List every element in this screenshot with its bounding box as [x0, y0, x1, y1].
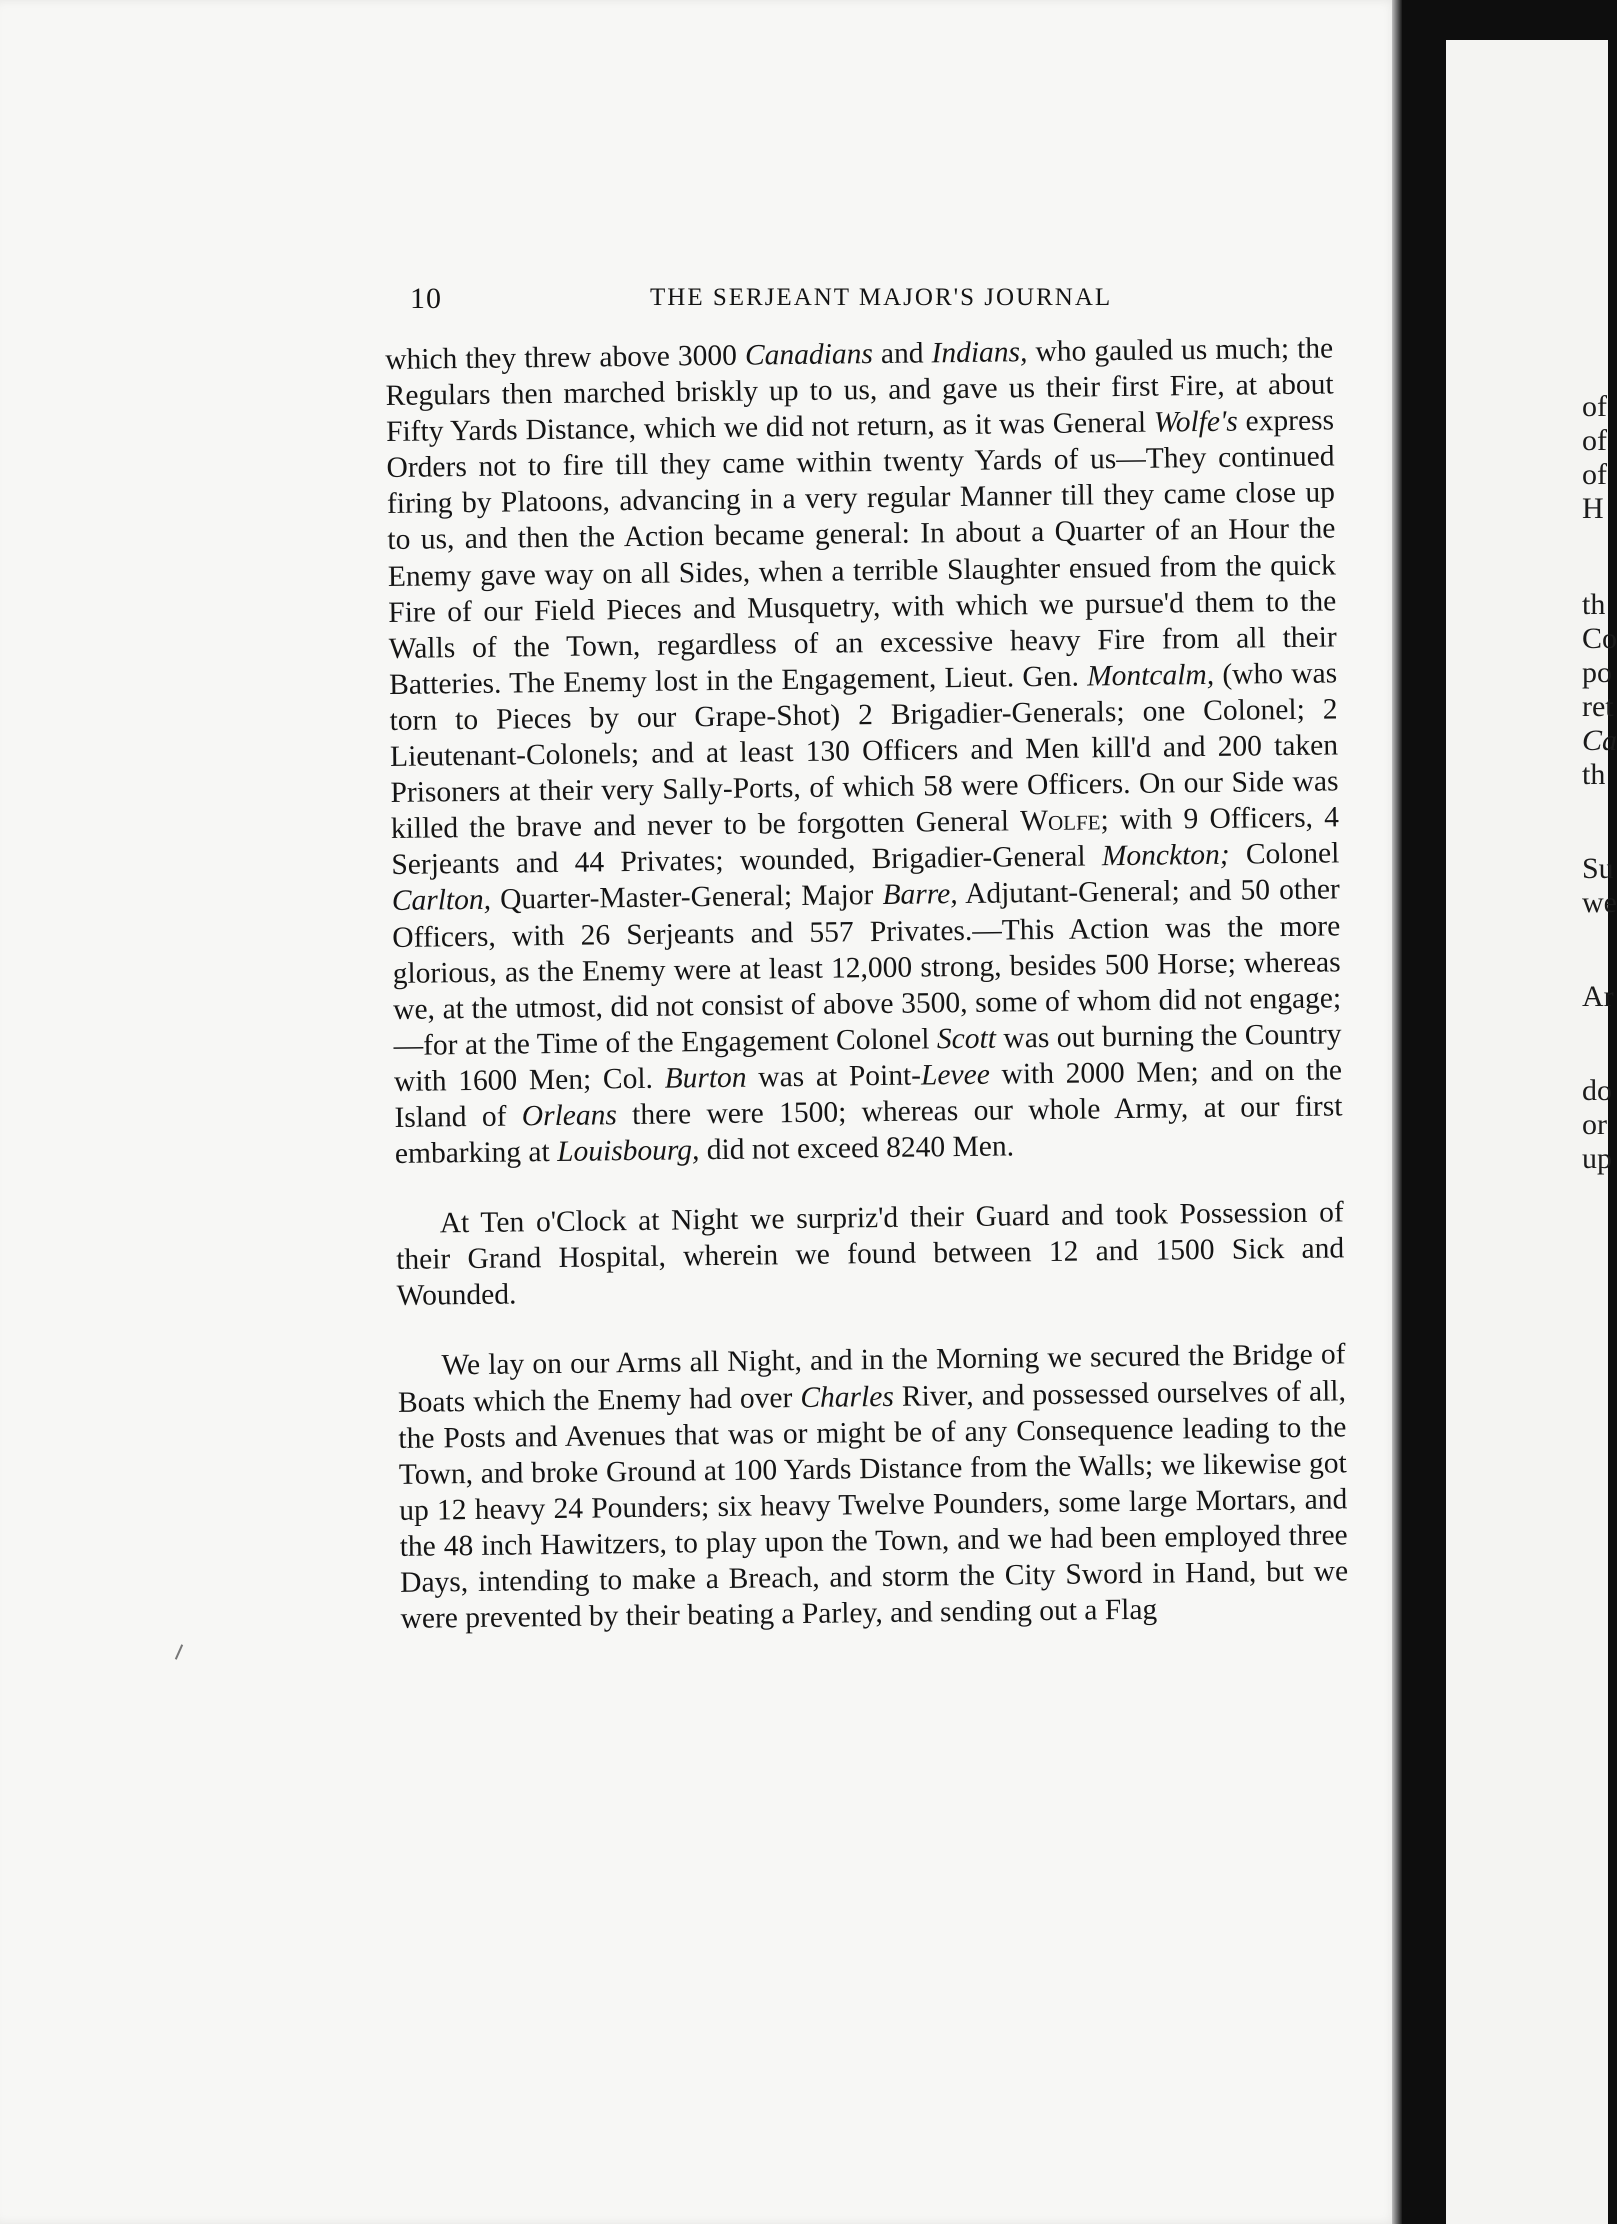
text-run: ; with 9 Officers, 4 Serjeants and 44 Privates; wounded, Brigadier-General — [391, 801, 1340, 882]
stray-ink-mark — [175, 1644, 183, 1659]
facing-line: of — [1582, 424, 1607, 457]
facing-line: of — [1582, 390, 1607, 423]
facing-line: do — [1582, 1074, 1612, 1107]
facing-line: Co — [1582, 622, 1617, 655]
text-run: Quarter-Master-General; Major — [490, 879, 883, 917]
facing-line: po — [1582, 656, 1612, 689]
italic-run: Orleans — [521, 1099, 618, 1133]
text-run: (who was torn to Pieces by our Grape-Shot) 2 Brigadier-Generals; one Colonel; 2 Lieutenant-Colonels; and at least 130 Officers and Men kill'd and 200 taken Prisoners at their very Sally-Ports, of which 58 were Officers. On our Side was killed the brave and never to be forgotten General — [389, 657, 1339, 846]
paragraph-1 — [385, 330, 1343, 1172]
italic-run: Barre, — [882, 878, 958, 912]
text-run: Adjutant-General; and 50 other Officers, with 26 Serjeants and 557 Privates.—This Action was the more glorious, as the Enemy were at least 12,000 strong, besides 500 Horse; whereas we, at the utmost, did not consist of above 3500, some of whom did not engage;—for at the Time of the Engagement Colonel — [392, 873, 1342, 1062]
gutter-shadow — [1392, 0, 1402, 2224]
text-run: who gauled us much; the Regulars then marched briskly up to us, and gave us their first Fire, at about Fifty Yards Distance, which we did not return, as it was General — [385, 332, 1334, 449]
facing-page-edge — [1446, 40, 1617, 2224]
text-run: was out burning the Country with 1600 Men; Col. — [393, 1018, 1342, 1098]
text-run: did not exceed 8240 Men. — [699, 1130, 1015, 1167]
text-run: River, and possessed ourselves of all, the Posts and Avenues that was or might be of any Consequence leading to the Town, and broke Ground at 100 Yards Distance from the Walls; we likewise got up 12 heavy 24 Pounders; six heavy Twelve Pounders, some large Mortars, and the 48 inch Hawitzers, to play upon the Town, and we had been employed three Days, intending to make a Breach, and storm the City Sword in Hand, but we were prevented by their beating a Parley, and sending out a Flag — [398, 1374, 1349, 1635]
text-run: Colonel — [1229, 837, 1340, 872]
body-text — [385, 330, 1349, 1637]
paragraph-2 — [396, 1195, 1345, 1315]
italic-run: Wolfe's — [1153, 405, 1238, 439]
facing-line: Ar — [1582, 980, 1614, 1013]
text-run: At Ten o'Clock at Night we surpriz'd their Guard and took Possession of their Grand Hospital, wherein we found between 12 and 1500 Sick and Wounded. — [396, 1196, 1345, 1313]
italic-run: Canadians — [744, 338, 874, 372]
facing-line: H — [1582, 492, 1604, 525]
facing-line: or — [1582, 1108, 1607, 1141]
text-run: and — [872, 337, 932, 371]
italic-run: Monckton; — [1101, 839, 1230, 873]
text-run: which they threw above 3000 — [385, 339, 746, 376]
italic-run: Indians, — [931, 336, 1028, 370]
text-run: express Orders not to fire till they came within twenty Yards of us—They continued firing by Platoons, advancing in a very regular Manner till they came close up to us, and then the Action became general: In about a Quarter of an Hour the Enemy gave way on all Sides, when a terrible Slaughter ensued from the quick Fire of our Field Pieces and Musquetry, with which we pursue'd them to the Walls of the Town, regardless of an excessive heavy Fire from all their Batteries. The Enemy lost in the Engagement, Lieut. Gen. — [386, 404, 1337, 701]
facing-line: Ca — [1582, 724, 1617, 757]
small-caps-run: Wolfe — [1019, 804, 1101, 838]
italic-run: Burton — [664, 1061, 747, 1095]
paragraph-3 — [397, 1337, 1348, 1637]
italic-run: Carlton, — [391, 884, 492, 918]
italic-run: Scott — [936, 1022, 997, 1056]
facing-line: Su — [1582, 852, 1614, 885]
italic-run: Montcalm, — [1086, 658, 1215, 693]
page-number: 10 — [410, 282, 442, 315]
text-run: there were 1500; whereas our whole Army, at our first embarking at — [394, 1090, 1343, 1171]
facing-line: of — [1582, 458, 1607, 491]
running-head — [410, 282, 1390, 332]
facing-line: ret — [1582, 690, 1614, 723]
text-run: We lay on our Arms all Night, and in the Morning we secured the Bridge of Boats which the Enemy had over — [397, 1338, 1346, 1419]
facing-line: up — [1582, 1142, 1612, 1175]
facing-line: th — [1582, 588, 1606, 621]
facing-line: th — [1582, 758, 1606, 791]
italic-run: Charles — [800, 1380, 895, 1414]
italic-run: Levee — [920, 1058, 991, 1092]
running-title: THE SERJEANT MAJOR'S JOURNAL — [650, 284, 1113, 311]
italic-run: Louisbourg, — [556, 1134, 700, 1169]
text-run: with 2000 Men; and on the Island of — [394, 1054, 1343, 1134]
facing-line: we — [1582, 886, 1617, 919]
text-run: was at Point- — [746, 1059, 922, 1094]
